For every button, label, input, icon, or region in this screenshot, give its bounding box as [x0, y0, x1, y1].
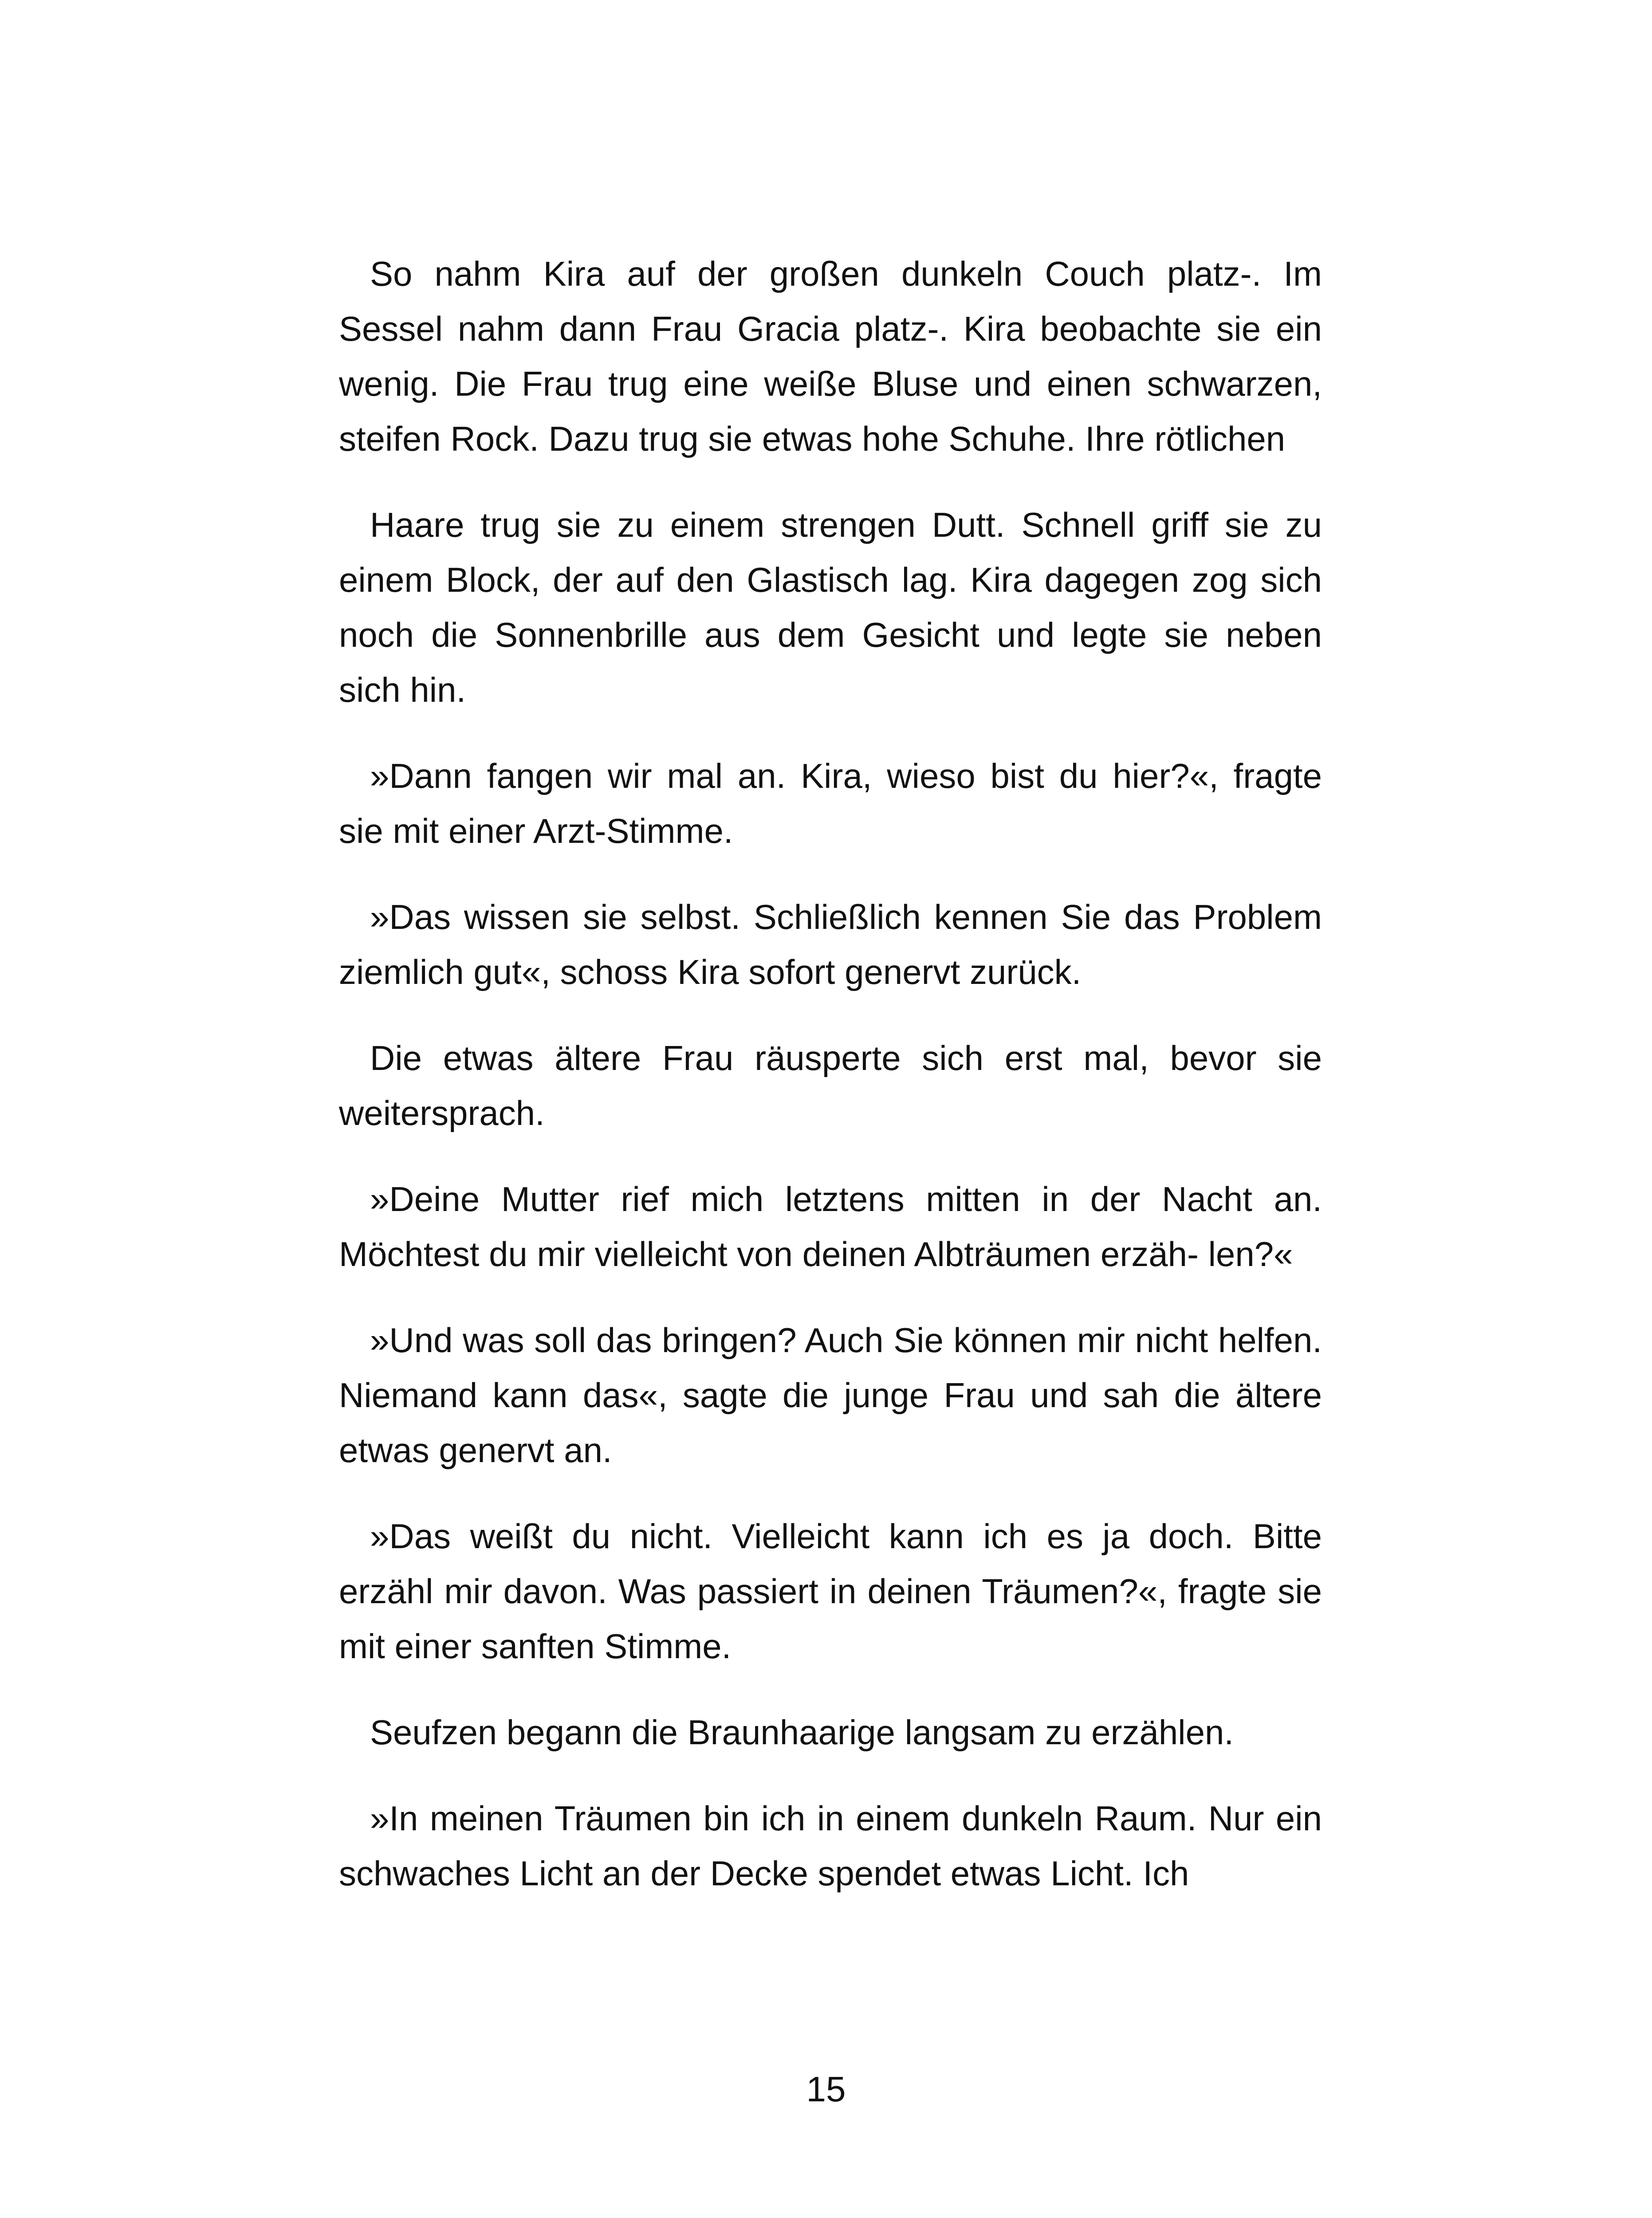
- text-line: »In meinen Träumen bin ich in einem dunkeln Raum. Nur: [370, 1799, 1264, 1838]
- text-line: einem Block, der auf den Glastisch lag. Kira dagegen zog: [339, 560, 1248, 599]
- body-text: [339, 246, 1322, 1932]
- text-line: weitersprach.: [339, 1093, 545, 1133]
- text-line: ein schwaches Licht an der Decke spendet etwas Licht. Ich: [339, 1799, 1322, 1893]
- text-line: die ältere etwas genervt an.: [339, 1376, 1322, 1470]
- text-line: schwarzen, steifen Rock. Dazu trug sie etwas hohe Schuhe.: [339, 364, 1322, 458]
- text-line: len?«: [1208, 1235, 1293, 1274]
- text-line: Die etwas ältere Frau räusperte sich erst mal, bevor sie: [370, 1038, 1322, 1078]
- text-line: sie mit einer Arzt-Stimme.: [339, 811, 733, 850]
- text-line: So nahm Kira auf der großen dunkeln Couch platz-. Im: [370, 254, 1322, 293]
- text-line: ein wenig. Die Frau trug eine weiße Bluse und einen: [339, 309, 1322, 403]
- text-line: »Deine Mutter rief mich letztens mitten in der Nacht an.: [370, 1180, 1322, 1219]
- paragraph: [339, 1030, 1322, 1140]
- text-line: Ihre rötlichen: [1085, 419, 1286, 458]
- paragraph: [339, 1313, 1322, 1478]
- text-line: sie mit einer sanften Stimme.: [339, 1572, 1322, 1666]
- text-line: »Dann fangen wir mal an. Kira, wieso bist du hier?«, fragte: [370, 756, 1322, 795]
- text-line: helfen. Niemand kann das«, sagte die junge Frau und sah: [339, 1321, 1322, 1415]
- paragraph: [339, 889, 1322, 999]
- text-line: »Das wissen sie selbst. Schließlich kennen Sie das: [370, 897, 1180, 936]
- paragraph: [339, 1791, 1322, 1901]
- text-line: Sessel nahm dann Frau Gracia platz-. Kira beobachte sie: [339, 309, 1261, 348]
- text-line: neben sich hin.: [339, 615, 1322, 709]
- text-line: sich noch die Sonnenbrille aus dem Gesicht und legte sie: [339, 560, 1322, 654]
- paragraph: [339, 1172, 1322, 1282]
- text-line: »Und was soll das bringen? Auch Sie können mir nicht: [370, 1321, 1208, 1360]
- text-line: Möchtest du mir vielleicht von deinen Albträumen erzäh-: [339, 1235, 1199, 1274]
- paragraph: [339, 1509, 1322, 1674]
- text-line: »Das weißt du nicht. Vielleicht kann ich es ja doch. Bitte: [370, 1517, 1322, 1556]
- paragraph: [339, 748, 1322, 858]
- paragraph: [339, 497, 1322, 717]
- paragraph: [339, 246, 1322, 466]
- text-line: Haare trug sie zu einem strengen Dutt. Schnell griff sie zu: [370, 505, 1322, 544]
- paragraph: [339, 1705, 1322, 1760]
- text-line: Problem ziemlich gut«, schoss Kira sofort genervt zurück.: [339, 897, 1322, 991]
- page-number: 15: [806, 2069, 846, 2109]
- text-line: erzähl mir davon. Was passiert in deinen Träumen?«, fragte: [339, 1572, 1267, 1611]
- text-line: Seufzen begann die Braunhaarige langsam zu erzählen.: [370, 1713, 1234, 1752]
